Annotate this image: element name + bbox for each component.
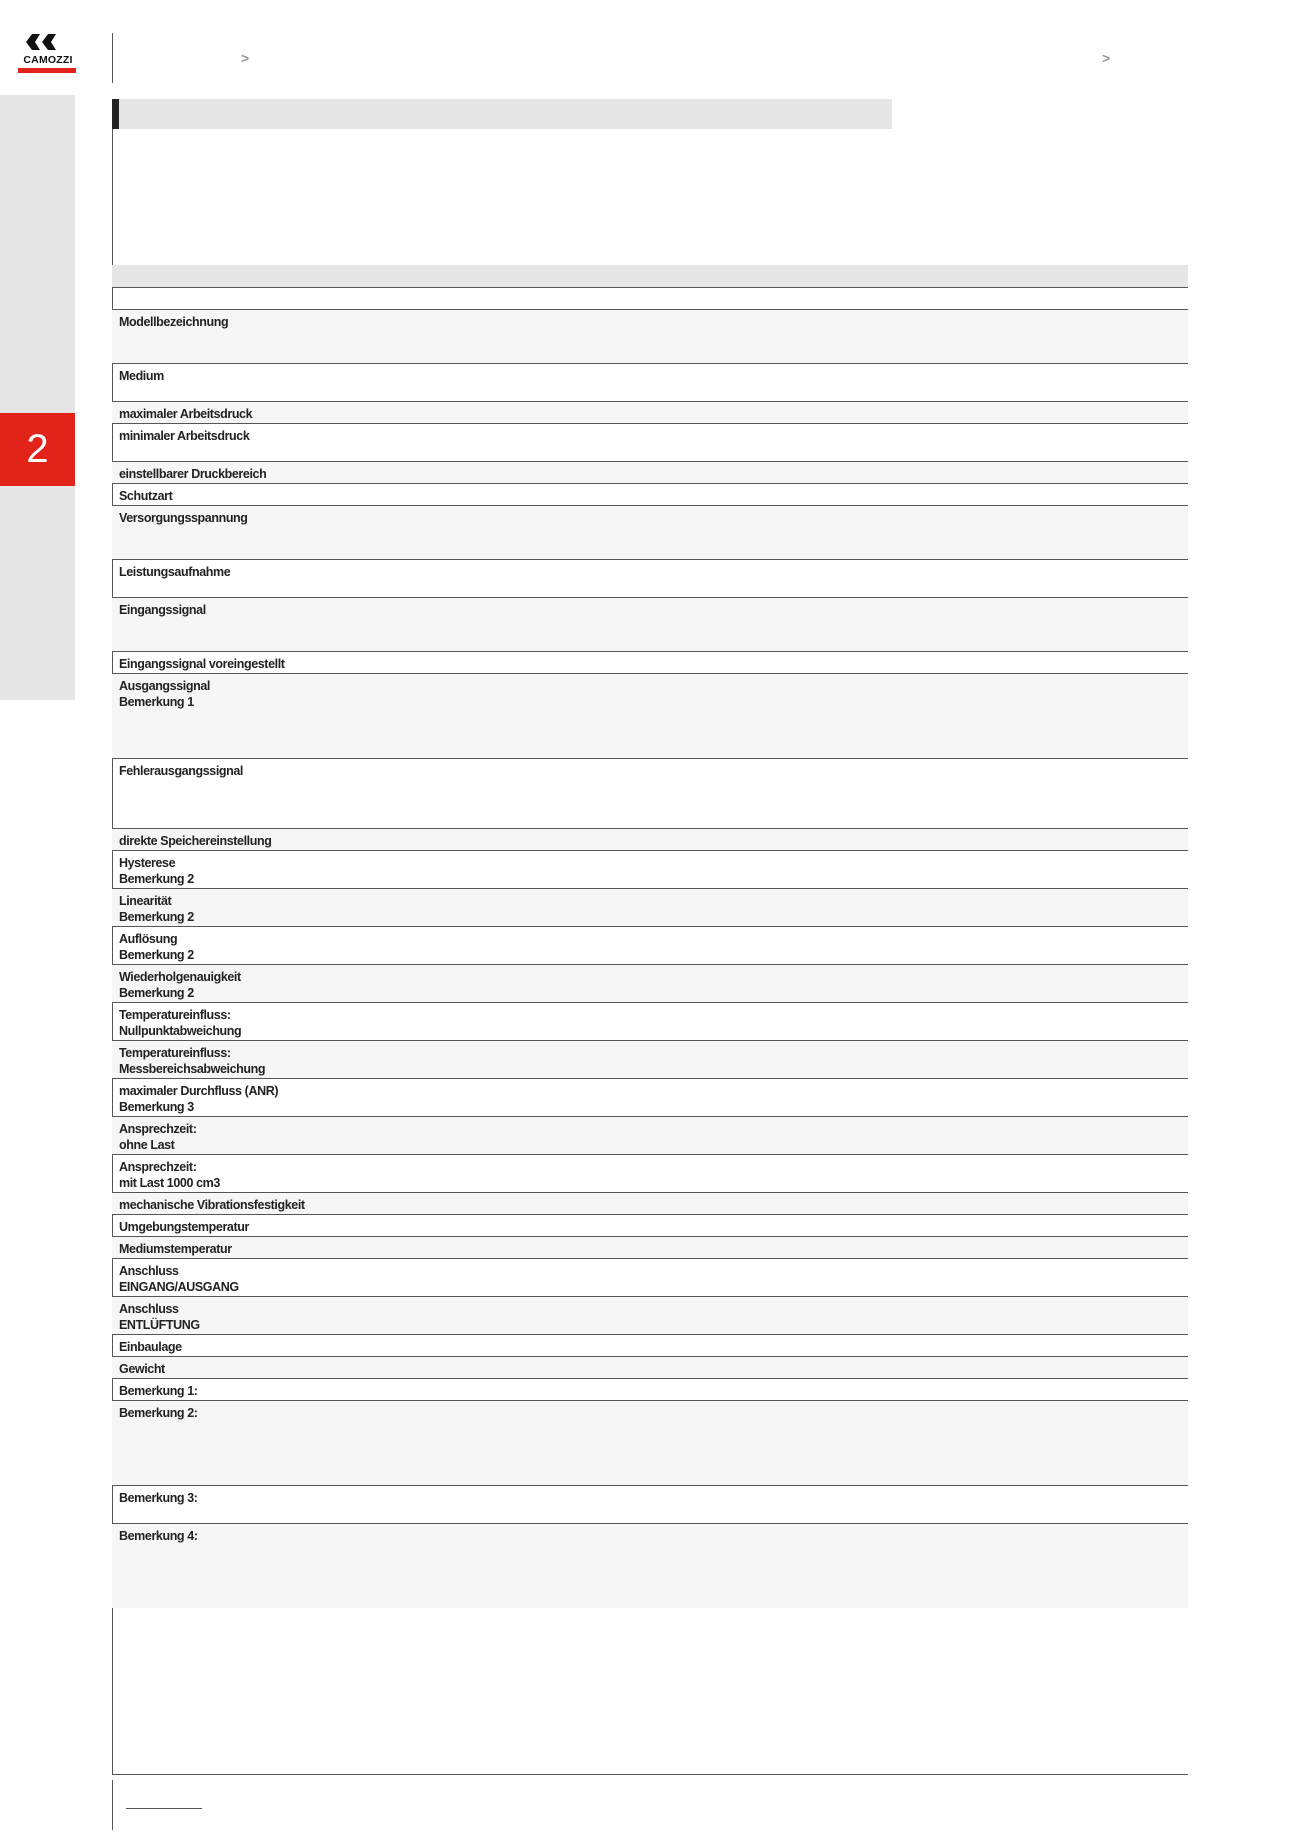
row-label-line: Bemerkung 4: (119, 1529, 198, 1543)
section-title-bar (112, 99, 892, 129)
row-label-line: Hysterese (119, 856, 176, 870)
row-label-line: Eingangssignal (119, 603, 206, 617)
table-row (112, 1400, 1188, 1485)
section-marker (112, 99, 119, 129)
row-label-line: Leistungsaufnahme (119, 565, 231, 579)
row-label-line: Bemerkung 2 (119, 986, 194, 1000)
row-label-line: Anschluss (119, 1264, 179, 1278)
row-label (119, 1121, 324, 1153)
row-label-line: einstellbarer Druckbereich (119, 467, 267, 481)
brand-bar (18, 68, 76, 73)
row-label-line: ENTLÜFTUNG (119, 1318, 200, 1332)
table-row (112, 1078, 1188, 1116)
table-row (112, 888, 1188, 926)
table-header (112, 265, 1188, 287)
row-label (119, 763, 324, 779)
row-label (119, 893, 324, 925)
row-label (119, 1083, 324, 1115)
row-label (119, 656, 324, 672)
row-label-line: Messbereichsabweichung (119, 1062, 266, 1076)
row-label-line: Bemerkung 3 (119, 1100, 194, 1114)
table-row (112, 1192, 1188, 1214)
table-row (112, 423, 1188, 461)
table-row (112, 309, 1188, 363)
row-label (119, 564, 324, 580)
row-label-line: Modellbezeichnung (119, 315, 229, 329)
table-row (112, 651, 1188, 673)
table-row (112, 1356, 1188, 1378)
table-row (112, 926, 1188, 964)
table-row (112, 1002, 1188, 1040)
row-label-line: Bemerkung 2 (119, 910, 194, 924)
table-row (112, 1378, 1188, 1400)
table-row (112, 1154, 1188, 1192)
row-label (119, 1490, 324, 1506)
table-row (112, 1116, 1188, 1154)
row-label-line: Ausgangssignal (119, 679, 210, 693)
row-label-line: Ansprechzeit: (119, 1160, 197, 1174)
table-row (112, 758, 1188, 828)
row-label-line: Medium (119, 369, 164, 383)
row-label (119, 314, 324, 330)
table-row (112, 1334, 1188, 1356)
row-label (119, 466, 324, 482)
row-label-line: Schutzart (119, 489, 173, 503)
table-row (112, 850, 1188, 888)
table-row (112, 1236, 1188, 1258)
row-label (119, 368, 324, 384)
footer-divider (112, 1780, 113, 1830)
row-label-line: Bemerkung 1 (119, 695, 194, 709)
row-label (119, 1241, 324, 1257)
header-separator: > (1102, 50, 1111, 66)
row-label (119, 1405, 324, 1421)
row-label (119, 1045, 324, 1077)
table-row (112, 673, 1188, 758)
row-label-line: Temperatureinfluss: (119, 1008, 231, 1022)
row-label-line: mechanische Vibrationsfestigkeit (119, 1198, 305, 1212)
table-row (112, 1040, 1188, 1078)
row-label (119, 931, 324, 963)
table-row (112, 287, 1188, 309)
row-label-line: Fehlerausgangssignal (119, 764, 243, 778)
footer-rule (126, 1808, 202, 1809)
header-divider (112, 33, 113, 83)
row-label (119, 602, 324, 618)
row-label-line: Eingangssignal voreingestellt (119, 657, 285, 671)
row-label-line: Mediumstemperatur (119, 1242, 232, 1256)
row-label-line: mit Last 1000 cm3 (119, 1176, 220, 1190)
row-label-line: Bemerkung 2: (119, 1406, 198, 1420)
row-label-line: EINGANG/AUSGANG (119, 1280, 239, 1294)
row-label (119, 406, 324, 422)
row-label-line: Bemerkung 1: (119, 1384, 198, 1398)
row-label-line: Linearität (119, 894, 172, 908)
row-label (119, 1007, 324, 1039)
row-label-line: Auflösung (119, 932, 178, 946)
row-label (119, 1159, 324, 1191)
row-label-line: Ansprechzeit: (119, 1122, 197, 1136)
row-label-line: minimaler Arbeitsdruck (119, 429, 250, 443)
row-label (119, 488, 324, 504)
row-label-line: Gewicht (119, 1362, 165, 1376)
table-row (112, 363, 1188, 401)
brand-name: CAMOZZI (23, 54, 73, 66)
row-label-line: Anschluss (119, 1302, 179, 1316)
row-label-line: Nullpunktabweichung (119, 1024, 242, 1038)
row-label (119, 510, 324, 526)
table-row (112, 1485, 1188, 1523)
row-label-line: Versorgungsspannung (119, 511, 248, 525)
table-row (112, 1214, 1188, 1236)
row-label (119, 428, 324, 444)
row-label (119, 1219, 324, 1235)
table-row (112, 401, 1188, 423)
row-label (119, 1383, 324, 1399)
table-row (112, 483, 1188, 505)
table-row (112, 1523, 1188, 1608)
spec-table (112, 265, 1188, 1608)
row-label-line: Bemerkung 3: (119, 1491, 198, 1505)
row-label-line: Bemerkung 2 (119, 948, 194, 962)
table-row (112, 505, 1188, 559)
table-row (112, 1258, 1188, 1296)
row-label-line: Temperatureinfluss: (119, 1046, 231, 1060)
row-label-line: direkte Speichereinstellung (119, 834, 272, 848)
table-bottom-rule (112, 1774, 1188, 1775)
table-row (112, 1296, 1188, 1334)
row-label (119, 969, 324, 1001)
row-label (119, 1339, 324, 1355)
row-label-line: Bemerkung 2 (119, 872, 194, 886)
table-row (112, 828, 1188, 850)
row-label (119, 1361, 324, 1377)
table-row (112, 597, 1188, 651)
row-label-line: Einbaulage (119, 1340, 182, 1354)
chapter-sidebar (0, 95, 75, 700)
chapter-number: 2 (0, 413, 75, 486)
table-row (112, 559, 1188, 597)
row-label-line: ohne Last (119, 1138, 175, 1152)
table-row (112, 964, 1188, 1002)
row-label-line: Umgebungstemperatur (119, 1220, 249, 1234)
row-label (119, 1197, 324, 1213)
table-row (112, 461, 1188, 483)
row-label (119, 678, 324, 710)
row-label (119, 833, 324, 849)
row-label (119, 1301, 324, 1333)
row-label-line: maximaler Arbeitsdruck (119, 407, 253, 421)
row-label (119, 1263, 324, 1295)
row-label-line: maximaler Durchfluss (ANR) (119, 1084, 279, 1098)
header-separator: > (241, 50, 250, 66)
row-label (119, 855, 324, 887)
row-label-line: Wiederholgenauigkeit (119, 970, 241, 984)
row-label (119, 1528, 324, 1544)
